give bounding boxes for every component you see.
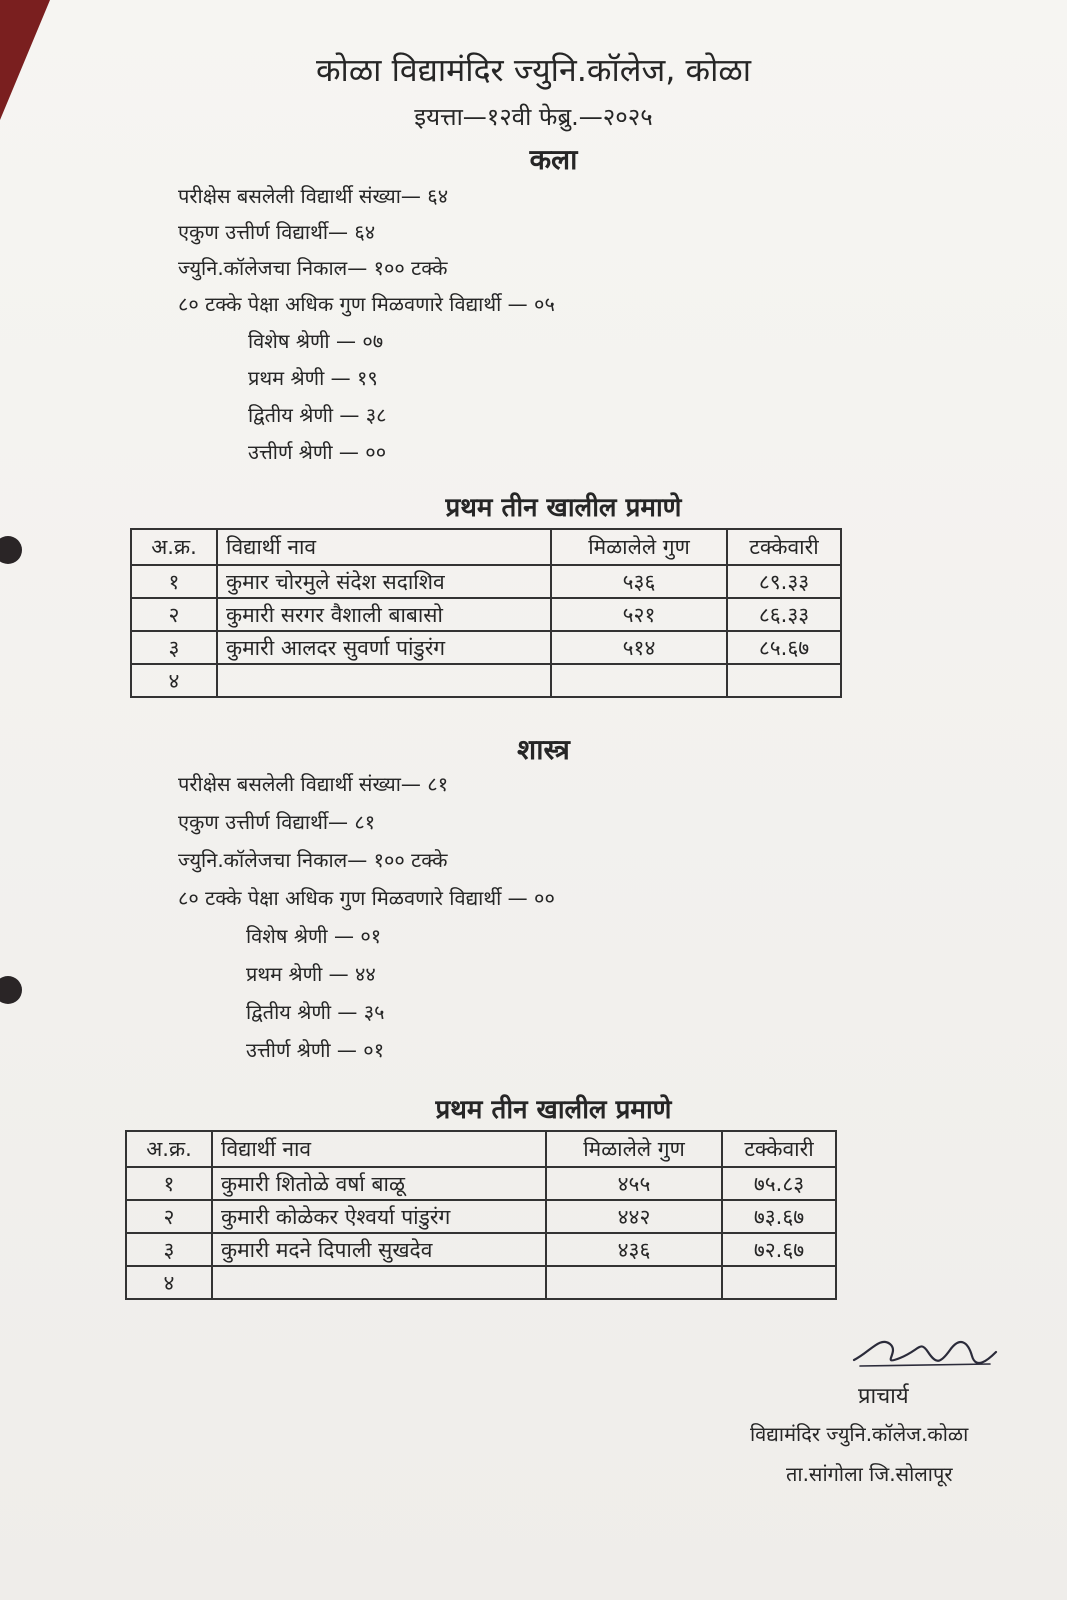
table-row: [126, 1266, 836, 1299]
col-header-name: विद्यार्थी नाव: [217, 529, 551, 565]
col-header-name: विद्यार्थी नाव: [212, 1131, 546, 1167]
cell-marks: ५१४: [551, 631, 727, 664]
arts-grade-first: प्रथम श्रेणी — १९: [248, 366, 378, 390]
col-header-serial: अ.क्र.: [126, 1131, 212, 1167]
exam-subtitle: इयत्ता—१२वी फेब्रु.—२०२५: [414, 103, 653, 131]
table-row: [131, 631, 841, 664]
cell-name: [217, 664, 551, 697]
science-grade-distinction: विशेष श्रेणी — ०१: [246, 924, 382, 948]
col-header-marks: मिळालेले गुण: [546, 1131, 722, 1167]
cell-percent: ७३.६७: [722, 1200, 836, 1233]
arts-stat-result: ज्युनि.कॉलेजचा निकाल— १०० टक्के: [178, 256, 448, 280]
arts-heading: कला: [529, 143, 578, 176]
arts-grade-second: द्वितीय श्रेणी — ३८: [248, 403, 387, 427]
col-header-serial: अ.क्र.: [131, 529, 217, 565]
science-toppers-table: [125, 1130, 837, 1300]
cell-name: कुमारी शितोळे वर्षा बाळू: [212, 1167, 546, 1200]
cell-percent: ८५.६७: [727, 631, 841, 664]
col-header-percent: टक्केवारी: [722, 1131, 836, 1167]
cell-serial: ३: [131, 631, 217, 664]
science-stat-passed: एकुण उत्तीर्ण विद्यार्थी— ८१: [178, 810, 376, 834]
science-stat-result: ज्युनि.कॉलेजचा निकाल— १०० टक्के: [178, 848, 448, 872]
col-header-marks: मिळालेले गुण: [551, 529, 727, 565]
cell-percent: ७२.६७: [722, 1233, 836, 1266]
arts-stat-appeared: परीक्षेस बसलेली विद्यार्थी संख्या— ६४: [178, 184, 449, 208]
punch-hole: [0, 536, 22, 564]
cell-percent: [722, 1266, 836, 1299]
college-title: कोळा विद्यामंदिर ज्युनि.कॉलेज, कोळा: [315, 51, 752, 89]
science-stat-appeared: परीक्षेस बसलेली विद्यार्थी संख्या— ८१: [178, 772, 449, 796]
principal-signature: [850, 1330, 1000, 1374]
cell-name: कुमारी आलदर सुवर्णा पांडुरंग: [217, 631, 551, 664]
cell-name: [212, 1266, 546, 1299]
arts-toppers-table: [130, 528, 842, 698]
punch-hole: [0, 976, 22, 1004]
arts-stat-passed: एकुण उत्तीर्ण विद्यार्थी— ६४: [178, 220, 376, 244]
cell-serial: १: [131, 565, 217, 598]
science-grade-first: प्रथम श्रेणी — ४४: [246, 962, 376, 986]
cell-marks: ४३६: [546, 1233, 722, 1266]
cell-serial: १: [126, 1167, 212, 1200]
science-grade-second: द्वितीय श्रेणी — ३५: [246, 1000, 385, 1024]
table-row: [131, 565, 841, 598]
science-toppers-heading: प्रथम तीन खालील प्रमाणे: [435, 1095, 672, 1125]
cell-name: कुमारी सरगर वैशाली बाबासो: [217, 598, 551, 631]
cell-serial: २: [131, 598, 217, 631]
cell-name: कुमार चोरमुले संदेश सदाशिव: [217, 565, 551, 598]
cell-serial: ३: [126, 1233, 212, 1266]
cell-marks: [551, 664, 727, 697]
cell-marks: ५३६: [551, 565, 727, 598]
cell-percent: ७५.८३: [722, 1167, 836, 1200]
table-header-row: [126, 1131, 836, 1167]
table-row: [131, 598, 841, 631]
arts-toppers-heading: प्रथम तीन खालील प्रमाणे: [445, 493, 682, 523]
table-row: [131, 664, 841, 697]
table-row: [126, 1233, 836, 1266]
cell-serial: ४: [126, 1266, 212, 1299]
science-stat-above-80: ८० टक्के पेक्षा अधिक गुण मिळवणारे विद्यार्थी — ००: [178, 886, 555, 910]
table-row: [126, 1200, 836, 1233]
table-row: [126, 1167, 836, 1200]
arts-stat-above-80: ८० टक्के पेक्षा अधिक गुण मिळवणारे विद्यार्थी — ०५: [178, 292, 555, 316]
science-heading: शास्त्र: [517, 733, 570, 766]
cell-percent: ८९.३३: [727, 565, 841, 598]
cell-name: कुमारी मदने दिपाली सुखदेव: [212, 1233, 546, 1266]
college-stamp-line2: ता.सांगोला जि.सोलापूर: [786, 1462, 953, 1486]
cell-marks: ४४२: [546, 1200, 722, 1233]
cell-serial: ४: [131, 664, 217, 697]
college-stamp-line1: विद्यामंदिर ज्युनि.कॉलेज.कोळा: [750, 1422, 969, 1446]
cell-marks: [546, 1266, 722, 1299]
science-grade-pass: उत्तीर्ण श्रेणी — ०१: [246, 1038, 385, 1062]
principal-title: प्राचार्य: [858, 1384, 909, 1409]
cell-marks: ४५५: [546, 1167, 722, 1200]
cell-serial: २: [126, 1200, 212, 1233]
cell-percent: [727, 664, 841, 697]
cell-marks: ५२१: [551, 598, 727, 631]
cell-name: कुमारी कोळेकर ऐश्वर्या पांडुरंग: [212, 1200, 546, 1233]
table-header-row: [131, 529, 841, 565]
col-header-percent: टक्केवारी: [727, 529, 841, 565]
arts-grade-distinction: विशेष श्रेणी — ०७: [248, 329, 384, 353]
cell-percent: ८६.३३: [727, 598, 841, 631]
arts-grade-pass: उत्तीर्ण श्रेणी — ००: [248, 440, 387, 464]
